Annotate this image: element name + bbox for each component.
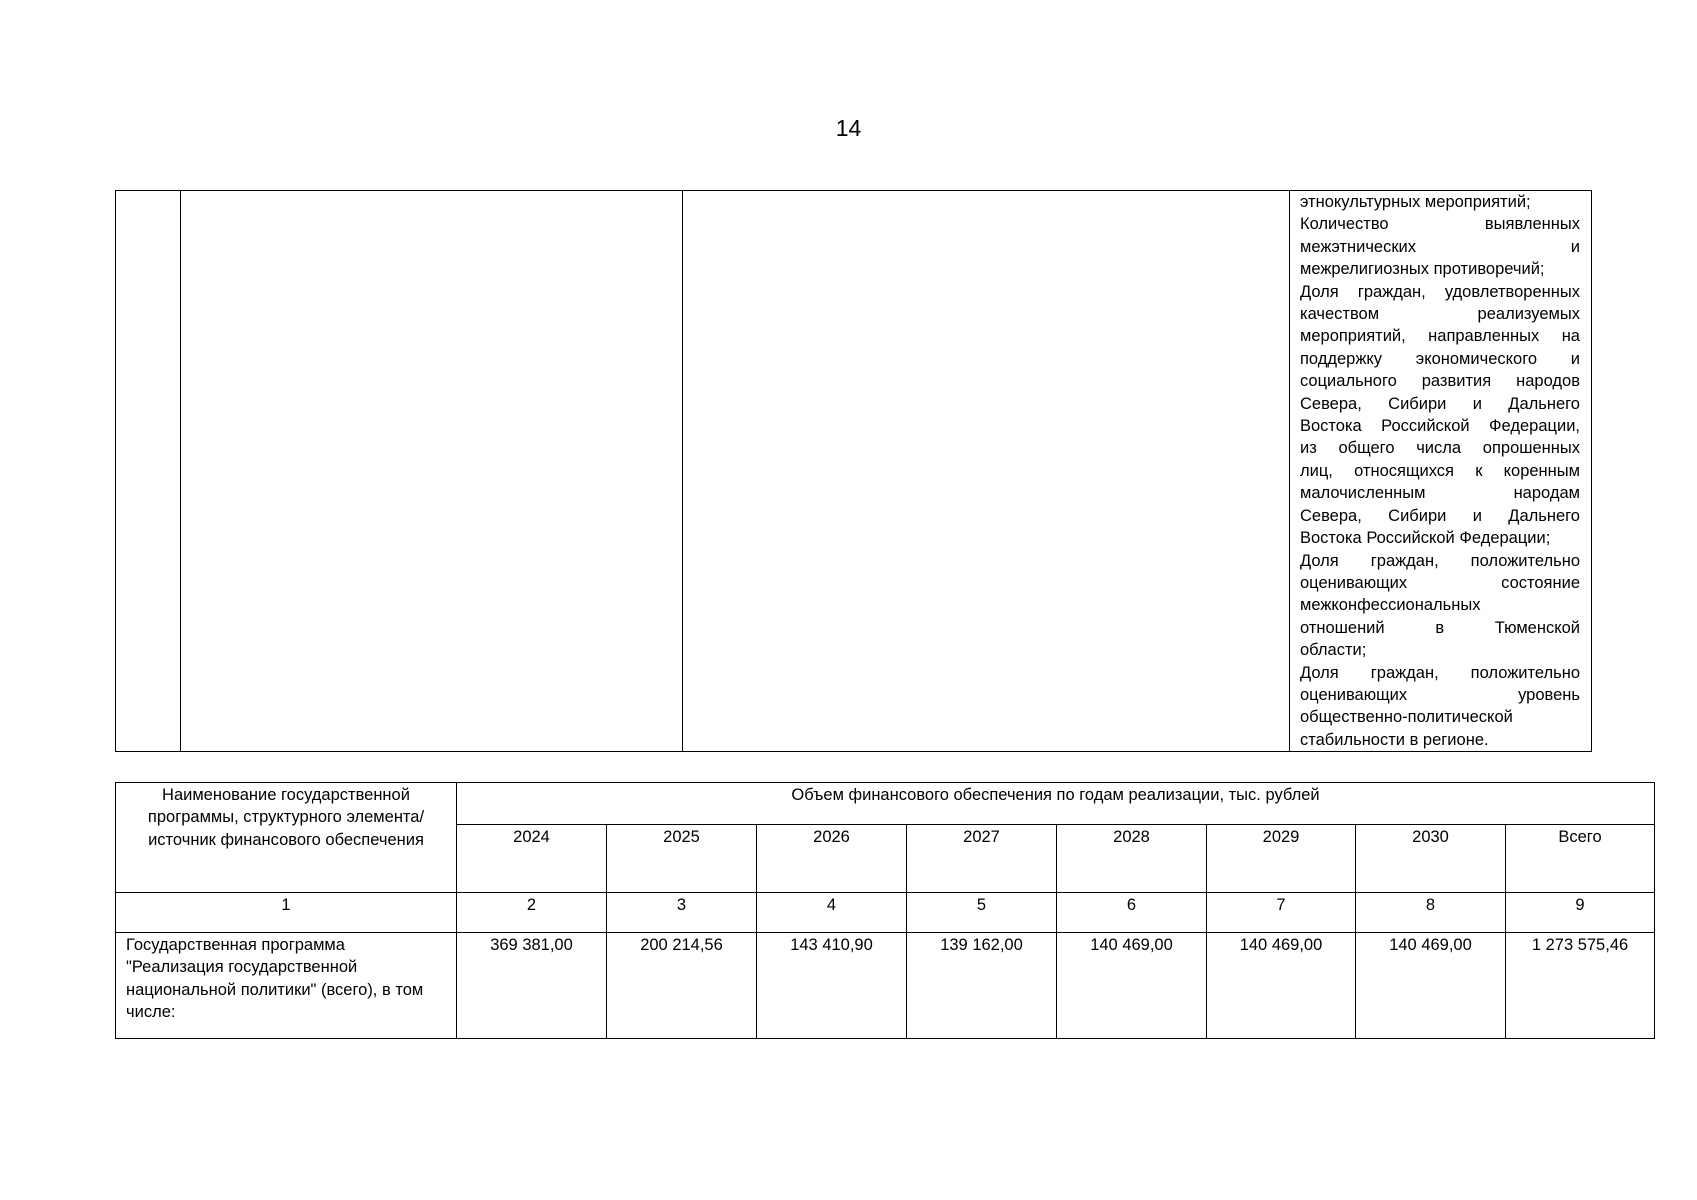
structural-element-cell [181, 191, 683, 752]
indicator-line: отношений в Тюменской [1300, 618, 1580, 637]
header-year: 2024 [457, 824, 607, 892]
indicator-line: мероприятий, направленных на [1300, 327, 1580, 346]
program-name-cell: Государственная программа "Реализация государственной национальной политики" (всего), в том числе: [116, 933, 457, 1039]
value-cell: 143 410,90 [757, 933, 907, 1039]
indicator-line: Доля граждан, удовлетворенных [1300, 282, 1580, 301]
value-cell: 139 162,00 [907, 933, 1057, 1039]
indicator-line: лиц, относящихся к коренным [1300, 461, 1580, 480]
value-cell: 140 469,00 [1356, 933, 1506, 1039]
indicator-line: оценивающих уровень [1300, 685, 1580, 704]
column-number: 6 [1057, 893, 1207, 933]
page-number: 14 [835, 115, 862, 141]
header-year: 2027 [907, 824, 1057, 892]
indicator-line: межрелигиозных противоречий; [1300, 260, 1545, 279]
table-row [116, 191, 1592, 752]
column-number: 5 [907, 893, 1057, 933]
header-year: 2025 [607, 824, 757, 892]
column-number: 4 [757, 893, 907, 933]
indicator-line: оценивающих состояние [1300, 573, 1580, 592]
header-program-name: Наименование государственной программы, структурного элемента/источник финансового обеспечения [116, 783, 457, 893]
indicator-line: поддержку экономического и [1300, 349, 1580, 368]
indicator-line: Количество выявленных [1300, 215, 1580, 234]
indicator-line: этнокультурных мероприятий; [1300, 193, 1531, 211]
indicator-line: области; [1300, 641, 1367, 660]
indicators-cell [1290, 191, 1592, 752]
finance-table [115, 782, 1655, 1039]
total-value-cell: 1 273 575,46 [1506, 933, 1655, 1039]
header-year: 2028 [1057, 824, 1207, 892]
header-funding-volume: Объем финансового обеспечения по годам реализации, тыс. рублей [457, 783, 1655, 825]
column-number: 2 [457, 893, 607, 933]
indicator-line: межэтнических и [1300, 237, 1580, 256]
indicator-line: межконфессиональных [1300, 596, 1481, 615]
header-year: 2029 [1207, 824, 1356, 892]
table-row [116, 933, 1655, 1039]
indicator-line: социального развития народов [1300, 372, 1580, 391]
header-year: 2030 [1356, 824, 1506, 892]
indicators-table [115, 190, 1592, 752]
column-number: 9 [1506, 893, 1655, 933]
indicator-line: Доля граждан, положительно [1300, 551, 1580, 570]
column-number: 8 [1356, 893, 1506, 933]
indicator-line: качеством реализуемых [1300, 305, 1580, 324]
indicator-line: стабильности в регионе. [1300, 730, 1489, 749]
value-cell: 140 469,00 [1057, 933, 1207, 1039]
number-cell [116, 191, 181, 752]
indicator-line: Севера, Сибири и Дальнего [1300, 506, 1580, 525]
indicator-line: Севера, Сибири и Дальнего [1300, 394, 1580, 413]
indicator-line: Востока Российской Федерации; [1300, 529, 1551, 548]
header-row [116, 783, 1655, 825]
header-year: 2026 [757, 824, 907, 892]
indicator-line: общественно-политической [1300, 708, 1513, 727]
value-cell: 369 381,00 [457, 933, 607, 1039]
header-total: Всего [1506, 824, 1655, 892]
indicator-line: Доля граждан, положительно [1300, 663, 1580, 682]
column-number: 3 [607, 893, 757, 933]
column-numbers-row [116, 893, 1655, 933]
column-number: 1 [116, 893, 457, 933]
indicator-line: Востока Российской Федерации, [1300, 417, 1580, 436]
value-cell: 200 214,56 [607, 933, 757, 1039]
column-number: 7 [1207, 893, 1356, 933]
tasks-cell [683, 191, 1290, 752]
value-cell: 140 469,00 [1207, 933, 1356, 1039]
indicator-line: малочисленным народам [1300, 484, 1580, 503]
indicator-line: из общего числа опрошенных [1300, 439, 1580, 458]
